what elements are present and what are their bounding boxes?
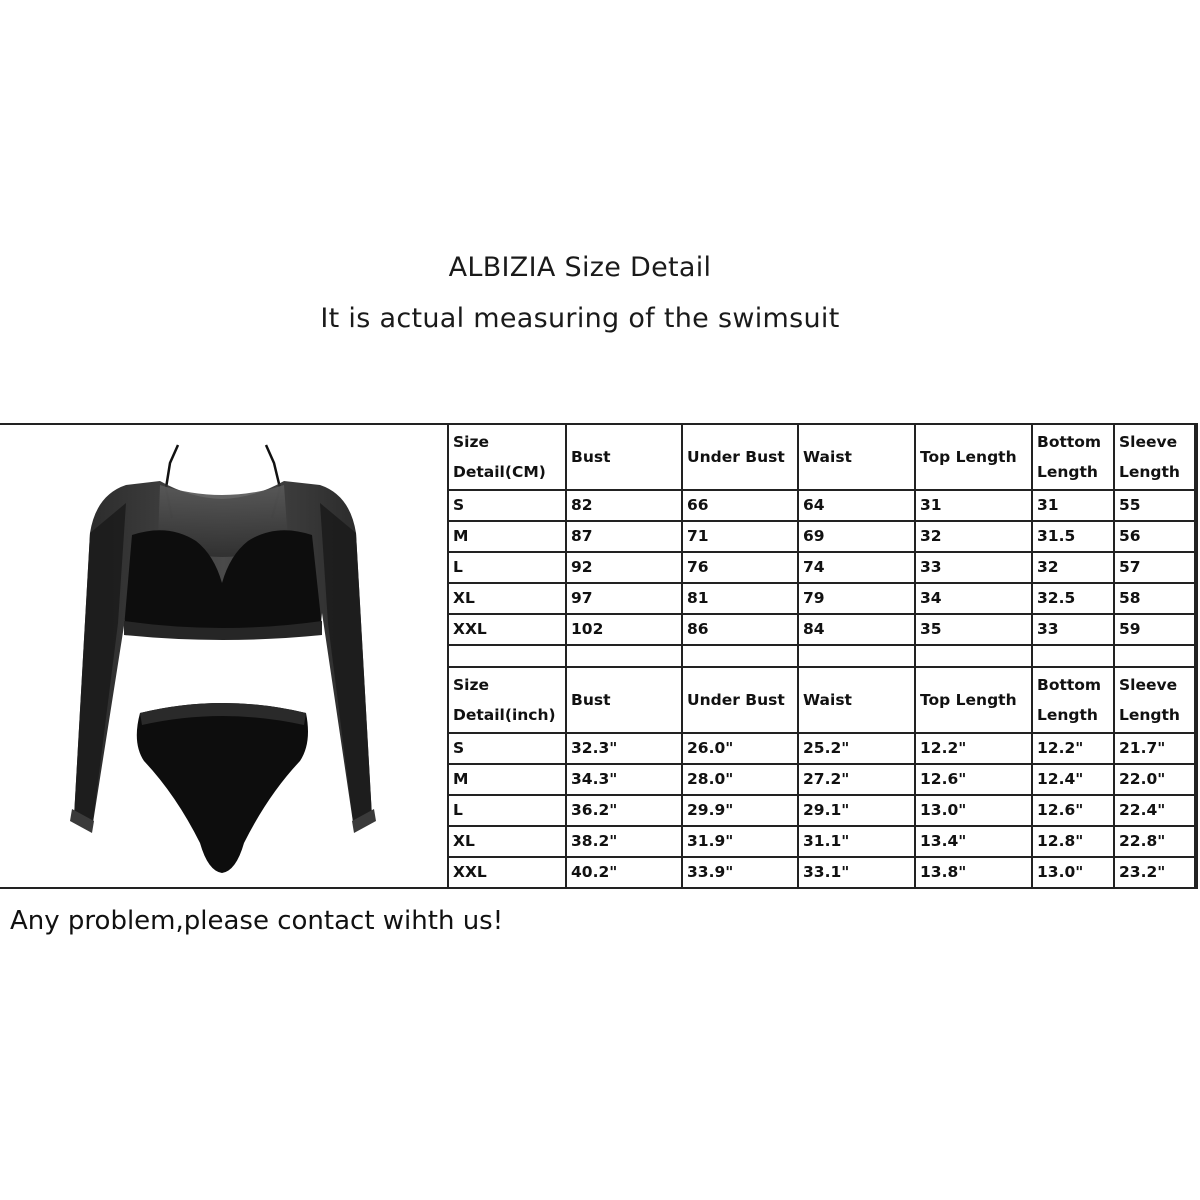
measurement-cell: 33.9" xyxy=(682,857,798,888)
measurement-cell: 56 xyxy=(1114,521,1197,552)
table-row xyxy=(448,521,1197,552)
header-cell: Bust xyxy=(566,424,682,490)
measurement-cell: 35 xyxy=(915,614,1032,645)
measurement-cell: 59 xyxy=(1114,614,1197,645)
spacer-cell xyxy=(915,645,1032,666)
measurement-cell: 12.4" xyxy=(1032,764,1114,795)
measurement-cell: 34 xyxy=(915,583,1032,614)
measurement-cell: 66 xyxy=(682,490,798,521)
size-label-cell: L xyxy=(448,552,566,583)
header-cell: Waist xyxy=(798,667,915,733)
measurement-cell: 74 xyxy=(798,552,915,583)
measurement-cell: 69 xyxy=(798,521,915,552)
swimsuit-product-image xyxy=(0,423,447,889)
spacer-cell xyxy=(566,645,682,666)
table-row xyxy=(448,583,1197,614)
size-label-cell: XXL xyxy=(448,614,566,645)
measurement-cell: 76 xyxy=(682,552,798,583)
table-row xyxy=(448,614,1197,645)
measurement-cell: 13.4" xyxy=(915,826,1032,857)
measurement-cell: 31 xyxy=(915,490,1032,521)
size-detail-title: ALBIZIA Size Detail xyxy=(448,252,712,283)
measurement-cell: 71 xyxy=(682,521,798,552)
header-cell: Top Length xyxy=(915,667,1032,733)
header-cell: Sleeve Length xyxy=(1114,424,1197,490)
spacer-cell xyxy=(448,645,566,666)
size-label-cell: M xyxy=(448,521,566,552)
measurement-cell: 13.0" xyxy=(915,795,1032,826)
spacer-cell xyxy=(682,645,798,666)
header-cell: Top Length xyxy=(915,424,1032,490)
sleeve-right xyxy=(320,503,372,829)
header-cell: Bottom Length xyxy=(1032,424,1114,490)
size-label-cell: XXL xyxy=(448,857,566,888)
measurement-cell: 22.8" xyxy=(1114,826,1197,857)
measurement-cell: 26.0" xyxy=(682,733,798,764)
measurement-cell: 28.0" xyxy=(682,764,798,795)
measurement-cell: 55 xyxy=(1114,490,1197,521)
measurement-cell: 64 xyxy=(798,490,915,521)
size-label-cell: XL xyxy=(448,583,566,614)
header-cell: Bottom Length xyxy=(1032,667,1114,733)
header-cell: Sleeve Length xyxy=(1114,667,1197,733)
measurement-cell: 97 xyxy=(566,583,682,614)
header-cell: Under Bust xyxy=(682,424,798,490)
measurement-cell: 32 xyxy=(915,521,1032,552)
contact-note: Any problem,please contact wihth us! xyxy=(10,906,504,936)
measurement-cell: 29.1" xyxy=(798,795,915,826)
measurement-cell: 33 xyxy=(915,552,1032,583)
measurement-cell: 31.5 xyxy=(1032,521,1114,552)
measurement-cell: 21.7" xyxy=(1114,733,1197,764)
size-label-cell: S xyxy=(448,490,566,521)
spacer-cell xyxy=(1032,645,1114,666)
spacer-cell xyxy=(798,645,915,666)
measurement-cell: 12.2" xyxy=(1032,733,1114,764)
size-label-cell: M xyxy=(448,764,566,795)
header-cell: Bust xyxy=(566,667,682,733)
measurement-cell: 13.8" xyxy=(915,857,1032,888)
measurement-cell: 12.2" xyxy=(915,733,1032,764)
measurement-cell: 22.0" xyxy=(1114,764,1197,795)
measurement-cell: 79 xyxy=(798,583,915,614)
measurement-cell: 92 xyxy=(566,552,682,583)
measurement-cell: 87 xyxy=(566,521,682,552)
measurement-cell: 58 xyxy=(1114,583,1197,614)
table-row xyxy=(448,826,1197,857)
measurement-cell: 32.5 xyxy=(1032,583,1114,614)
measurement-cell: 32.3" xyxy=(566,733,682,764)
table-row xyxy=(448,733,1197,764)
table-row xyxy=(448,490,1197,521)
measurement-cell: 13.0" xyxy=(1032,857,1114,888)
size-label-cell: L xyxy=(448,795,566,826)
sleeve-left xyxy=(74,503,126,829)
measurement-cell: 81 xyxy=(682,583,798,614)
measurement-cell: 31.1" xyxy=(798,826,915,857)
measurement-cell: 40.2" xyxy=(566,857,682,888)
measurement-cell: 29.9" xyxy=(682,795,798,826)
measurement-cell: 82 xyxy=(566,490,682,521)
measurement-cell: 22.4" xyxy=(1114,795,1197,826)
table-row xyxy=(448,764,1197,795)
measurement-cell: 57 xyxy=(1114,552,1197,583)
measurement-cell: 27.2" xyxy=(798,764,915,795)
table-row xyxy=(448,795,1197,826)
table-header-row-cm xyxy=(448,424,1197,490)
measurement-cell: 31.9" xyxy=(682,826,798,857)
measurement-cell: 38.2" xyxy=(566,826,682,857)
size-label-cell: S xyxy=(448,733,566,764)
measurement-cell: 32 xyxy=(1032,552,1114,583)
spacer-cell xyxy=(1114,645,1197,666)
table-spacer-row xyxy=(448,645,1197,666)
header-cell: Waist xyxy=(798,424,915,490)
measurement-cell: 12.8" xyxy=(1032,826,1114,857)
size-detail-subtitle: It is actual measuring of the swimsuit xyxy=(320,303,840,334)
table-row xyxy=(448,552,1197,583)
measurement-cell: 34.3" xyxy=(566,764,682,795)
size-label-cell: XL xyxy=(448,826,566,857)
measurement-cell: 31 xyxy=(1032,490,1114,521)
bikini-bottom xyxy=(137,703,308,873)
measurement-cell: 86 xyxy=(682,614,798,645)
measurement-cell: 12.6" xyxy=(1032,795,1114,826)
measurement-cell: 36.2" xyxy=(566,795,682,826)
measurement-cell: 84 xyxy=(798,614,915,645)
measurement-cell: 102 xyxy=(566,614,682,645)
measurement-cell: 12.6" xyxy=(915,764,1032,795)
size-chart-table xyxy=(447,423,1198,889)
table-header-row-inch xyxy=(448,667,1197,733)
table-row xyxy=(448,857,1197,888)
measurement-cell: 33 xyxy=(1032,614,1114,645)
measurement-cell: 33.1" xyxy=(798,857,915,888)
header-cell: Under Bust xyxy=(682,667,798,733)
measurement-cell: 23.2" xyxy=(1114,857,1197,888)
measurement-cell: 25.2" xyxy=(798,733,915,764)
header-cell: Size Detail(CM) xyxy=(448,424,566,490)
header-cell: Size Detail(inch) xyxy=(448,667,566,733)
